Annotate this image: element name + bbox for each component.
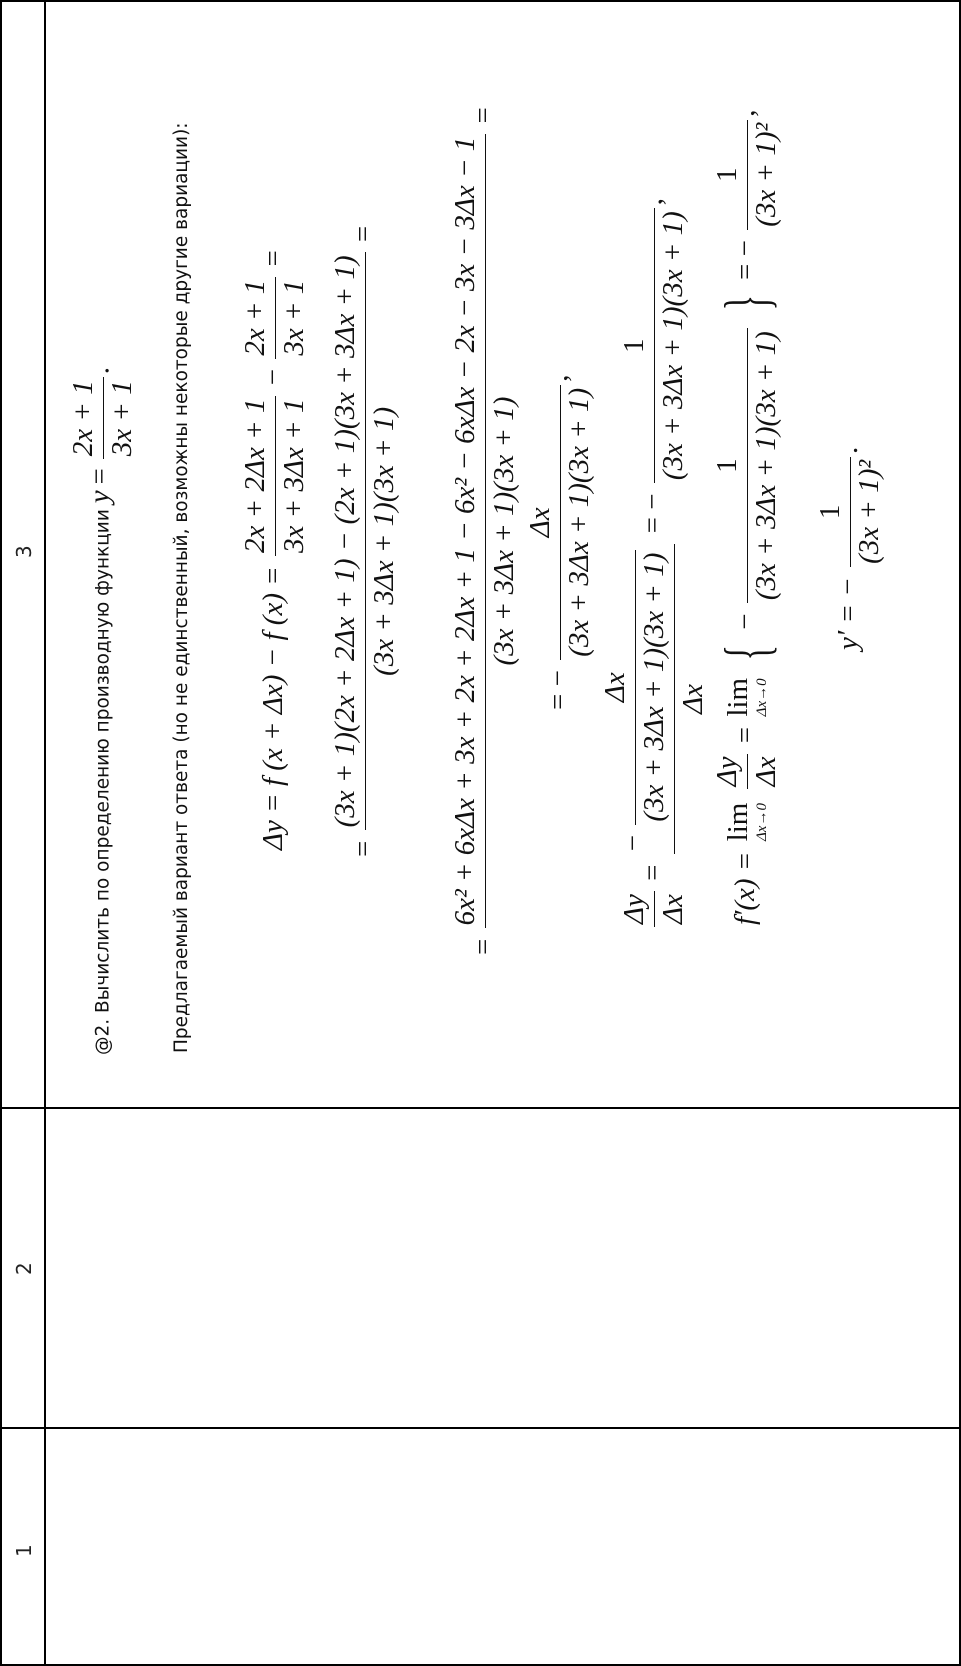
derivative-inner-fraction: 1 (3x + 3Δx + 1)(3x + 1): [712, 328, 783, 603]
task-statement-text: @2. Вычислить по определению производную функции: [92, 509, 114, 1055]
expanded-numerator-fraction: 6x² + 6xΔx + 3x + 2x + 2Δx + 1 − 6x² − 6xΔx − 2x − 3x − 3Δx − 1 (3x + 3Δx + 1)(3x + 1): [450, 134, 521, 929]
row-divider-2-1: [0, 1427, 961, 1429]
task-function-lhs: y: [83, 490, 116, 504]
task-function-fraction: 2x + 1 3x + 1: [68, 377, 139, 459]
expanded-numerator-line: = 6x² + 6xΔx + 3x + 2x + 2Δx + 1 − 6x² − 6xΔx − 2x − 3x − 3Δx − 1 (3x + 3Δx + 1)(3x + 1) =: [449, 107, 520, 955]
difference-quotient-lhs: Δy Δx: [619, 891, 690, 927]
common-denominator-fraction: (3x + 1)(2x + 2Δx + 1) − (2x + 1)(3x + 3Δx + 1) (3x + 3Δx + 1)(3x + 1): [330, 252, 401, 830]
delta-y-lhs: Δy = f (x + Δx) − f (x) =: [257, 566, 290, 850]
derivative-lhs: f′(x) =: [729, 851, 762, 925]
row-divider-3-2: [0, 1107, 961, 1109]
simplified-increment-line: = − Δx (3x + 3Δx + 1)(3x + 1) ,: [524, 374, 595, 710]
header-column-divider: [44, 0, 46, 1666]
simplified-increment-fraction: Δx (3x + 3Δx + 1)(3x + 1): [525, 385, 596, 660]
limit-operator-1: lim Δx→0: [722, 802, 771, 842]
table-border-top: [0, 0, 961, 2]
answer-hint: Предлагаемый вариант ответа (но не единственный, возможны некоторые другие вариации):: [171, 122, 192, 1053]
delta-y-line: Δy = f (x + Δx) − f (x) = 2x + 2Δx + 1 3x + 3Δx + 1 − 2x + 1 3x + 1 =: [239, 250, 310, 850]
table-border-left: [0, 0, 2, 1666]
row-number-2: 2: [12, 1262, 36, 1275]
limit-operator-2: lim Δx→0: [722, 677, 771, 717]
derivative-limit-line: f′(x) = lim Δx→0 Δy Δx = lim Δx→0 { − 1 (3x + 3Δx + 1)(3x + 1) } = − 1 (3x + 1)² ,: [711, 109, 783, 925]
task-statement: @2. Вычислить по определению производную функции y = 2x + 1 3x + 1 .: [67, 367, 138, 1055]
derivative-result-fraction: 1 (3x + 1)²: [712, 120, 783, 230]
common-denominator-line: = (3x + 1)(2x + 2Δx + 1) − (2x + 1)(3x + 3Δx + 1) (3x + 3Δx + 1)(3x + 1) =: [329, 225, 400, 857]
final-answer-fraction: 1 (3x + 1)²: [815, 457, 886, 567]
difference-quotient-compound-fraction: − Δx (3x + 3Δx + 1)(3x + 1) Δx: [600, 544, 710, 855]
row-number-3: 3: [12, 545, 36, 558]
row-number-1: 1: [12, 1544, 36, 1557]
close-brace: }: [711, 294, 783, 311]
delta-y-fraction-2: 2x + 1 3x + 1: [240, 277, 311, 359]
open-brace: {: [711, 644, 783, 661]
final-answer-line: y′ = − 1 (3x + 1)² .: [814, 446, 885, 650]
difference-quotient-line: Δy Δx = − Δx (3x + 3Δx + 1)(3x + 1) Δx = − 1 (3x + 3Δx + 1)(3x + 1) ,: [600, 198, 710, 930]
final-answer-lhs: y′ = −: [832, 577, 865, 650]
difference-quotient-result: 1 (3x + 3Δx + 1)(3x + 1): [619, 208, 690, 483]
delta-y-fraction-1: 2x + 2Δx + 1 3x + 3Δx + 1: [240, 396, 311, 556]
